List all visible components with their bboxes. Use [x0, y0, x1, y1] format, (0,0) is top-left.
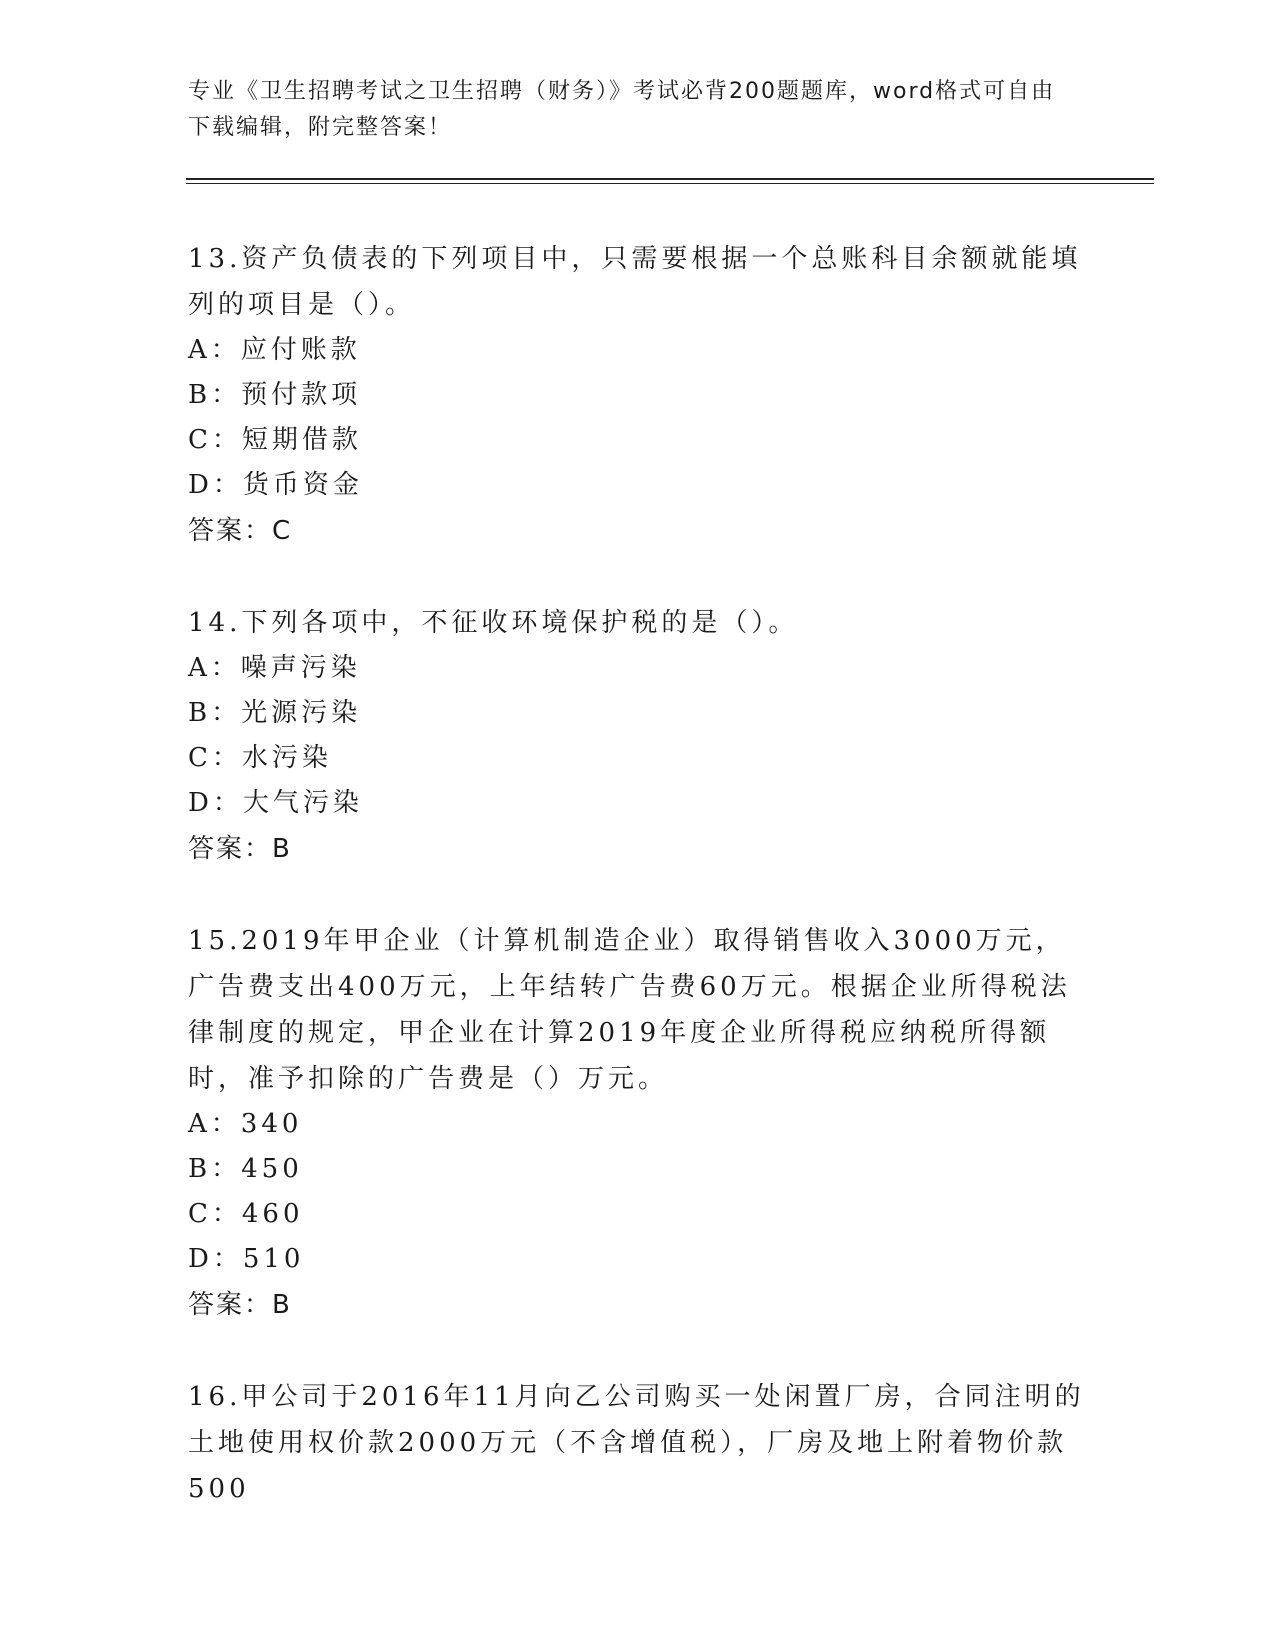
- answer-text: 答案：B: [188, 834, 292, 864]
- option-b: B：450: [188, 1154, 303, 1184]
- option-a: A：应付账款: [188, 335, 361, 365]
- document-title: 专业《卫生招聘考试之卫生招聘（财务）》考试必背200题题库，word格式可自由下载编辑，附完整答案！: [188, 79, 1056, 140]
- question-stem: 13.资产负债表的下列项目中，只需要根据一个总账科目余额就能填列的项目是（）。: [188, 244, 1082, 320]
- question-stem: 14.下列各项中，不征收环境保护税的是（）。: [188, 608, 799, 638]
- question-16: [188, 1374, 1088, 1512]
- option-c: C：短期借款: [188, 425, 362, 455]
- header-divider-thin: [186, 183, 1154, 184]
- document-header: [188, 74, 1068, 146]
- question-stem: 15.2019年甲企业（计算机制造企业）取得销售收入3000万元，广告费支出400万元，上年结转广告费60万元。根据企业所得税法律制度的规定，甲企业在计算2019年度企业所得税应纳税所得额时，准予扣除的广告费是（）万元。: [188, 926, 1071, 1094]
- question-15: [188, 918, 1088, 1328]
- header-divider: [186, 178, 1154, 180]
- option-c: C：460: [188, 1199, 304, 1229]
- option-b: B：光源污染: [188, 698, 362, 728]
- option-d: D：货币资金: [188, 470, 363, 500]
- option-b: B：预付款项: [188, 380, 362, 410]
- answer-text: 答案：C: [188, 516, 293, 546]
- option-d: D：大气污染: [188, 788, 363, 818]
- question-14: [188, 600, 1088, 872]
- option-a: A：噪声污染: [188, 653, 361, 683]
- option-c: C：水污染: [188, 743, 332, 773]
- question-list: [188, 236, 1088, 1558]
- option-a: A：340: [188, 1109, 303, 1139]
- question-stem: 16.甲公司于2016年11月向乙公司购买一处闲置厂房，合同注明的土地使用权价款2000万元（不含增值税），厂房及地上附着物价款500: [188, 1382, 1085, 1504]
- question-13: [188, 236, 1088, 554]
- answer-text: 答案：B: [188, 1290, 292, 1320]
- option-d: D：510: [188, 1244, 305, 1274]
